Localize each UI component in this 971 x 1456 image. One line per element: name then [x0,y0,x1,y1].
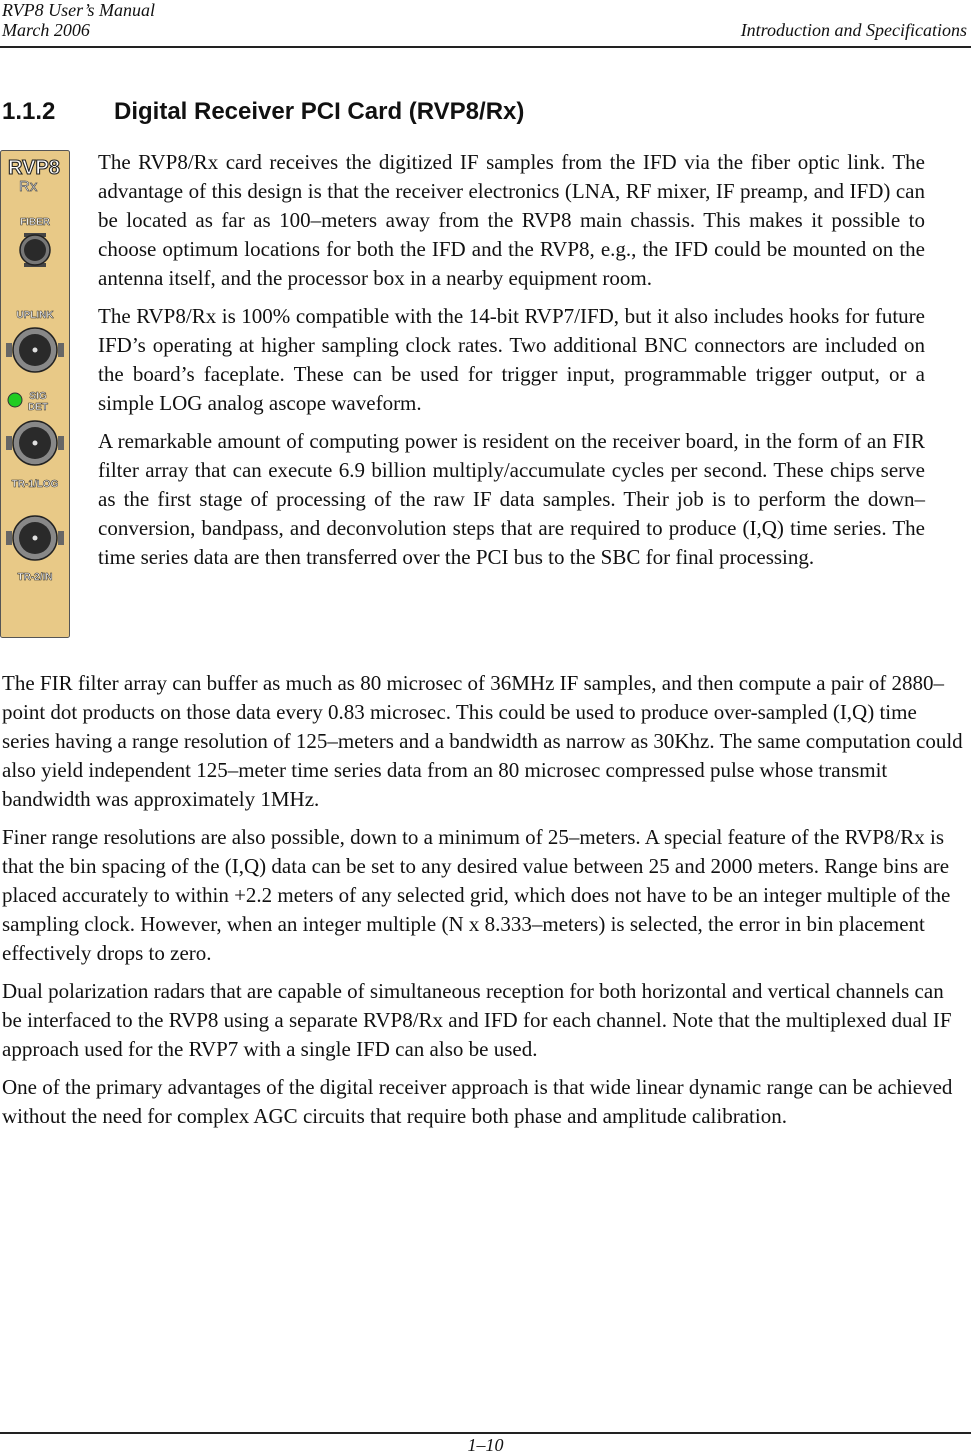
section-number: 1.1.2 [2,98,56,125]
rvp8-rx-faceplate-figure [0,150,70,638]
body-text [2,669,968,1140]
det-label: DET [28,402,48,413]
model-label: Rx [19,178,38,195]
manual-date: March 2006 [2,20,90,40]
brand-label: RVP8 [8,157,60,179]
paragraph: Finer range resolutions are also possible, down to a minimum of 25–meters. A special feature of the RVP8/Rx is that the bin spacing of the (I,Q) data can be set to any desired value between 25 and 2000 meters. Range bins are placed accurately to within +2.2 meters of any selected grid, which does not have to be an integer multiple of the sampling clock. However, when an integer multiple (N x 8.333–meters) is selected, the error in bin placement effectively drops to zero. [2,825,951,965]
fiber-label: FIBER [20,217,50,228]
uplink-label: UPLINK [16,310,54,321]
paragraph: The RVP8/Rx card receives the digitized IF samples from the IFD via the fiber optic link. The advantage of this design is that the receiver electronics (LNA, RF mixer, IF preamp, and IFD) can be located as far as 100–meters away from the RVP8 main chassis. This makes it possible to choose optimum locations for both the IFD and the RVP8, e.g., the IFD could be mounted on the antenna itself, and the processor box in a nearby equipment room. [98,150,925,290]
page-header [0,0,971,48]
header-left [2,0,155,40]
page-number: 1–10 [467,1435,504,1455]
sig-label: SIG [29,391,47,402]
chapter-title: Introduction and Specifications [740,20,967,40]
paragraph: One of the primary advantages of the digital receiver approach is that wide linear dynamic range can be achieved without the need for complex AGC circuits that require both phase and amplitude calibration. [2,1075,953,1128]
section-heading [2,96,524,128]
tr2-label: TR-2/IN [17,572,53,583]
paragraph: Dual polarization radars that are capable of simultaneous reception for both horizontal and vertical channels can be interfaced to the RVP8 using a separate RVP8/Rx and IFD for each channel. Note that the multiplexed dual IF approach used for the RVP7 with a single IFD can also be used. [2,979,952,1061]
manual-title: RVP8 User’s Manual [2,0,155,20]
figure-side-text [98,148,925,581]
page-footer [0,1432,971,1456]
paragraph: The FIR filter array can buffer as much as 80 microsec of 36MHz IF samples, and then compute a pair of 2880–point dot products on those data every 0.83 microsec. This could be used to produce over-sampled (I,Q) time series having a range resolution of 125–meters and a bandwidth as narrow as 30Khz. The same computation could also yield independent 125–meter time series data from an 80 microsec compressed pulse whose transmit bandwidth was approximately 1MHz. [2,671,963,811]
section-title: Digital Receiver PCI Card (RVP8/Rx) [114,98,525,125]
paragraph: A remarkable amount of computing power is resident on the receiver board, in the form of an FIR filter array that can execute 6.9 billion multiply/accumulate cycles per second. These chips serve as the first stage of processing of the raw IF data samples. Their job is to perform the down–conversion, bandpass, and deconvolution steps that are required to produce (I,Q) time series. The time series data are then transferred over the PCI bus to the SBC for final processing. [98,429,925,569]
tr1-label: TR-1/LOG [11,479,59,490]
paragraph: The RVP8/Rx is 100% compatible with the 14-bit RVP7/IFD, but it also includes hooks for future IFD’s operating at higher sampling clock rates. Two additional BNC connectors are included on the board’s faceplate. These can be used for trigger input, programmable trigger output, or a simple LOG analog ascope waveform. [98,304,925,415]
sig-det-led-icon [8,393,22,407]
